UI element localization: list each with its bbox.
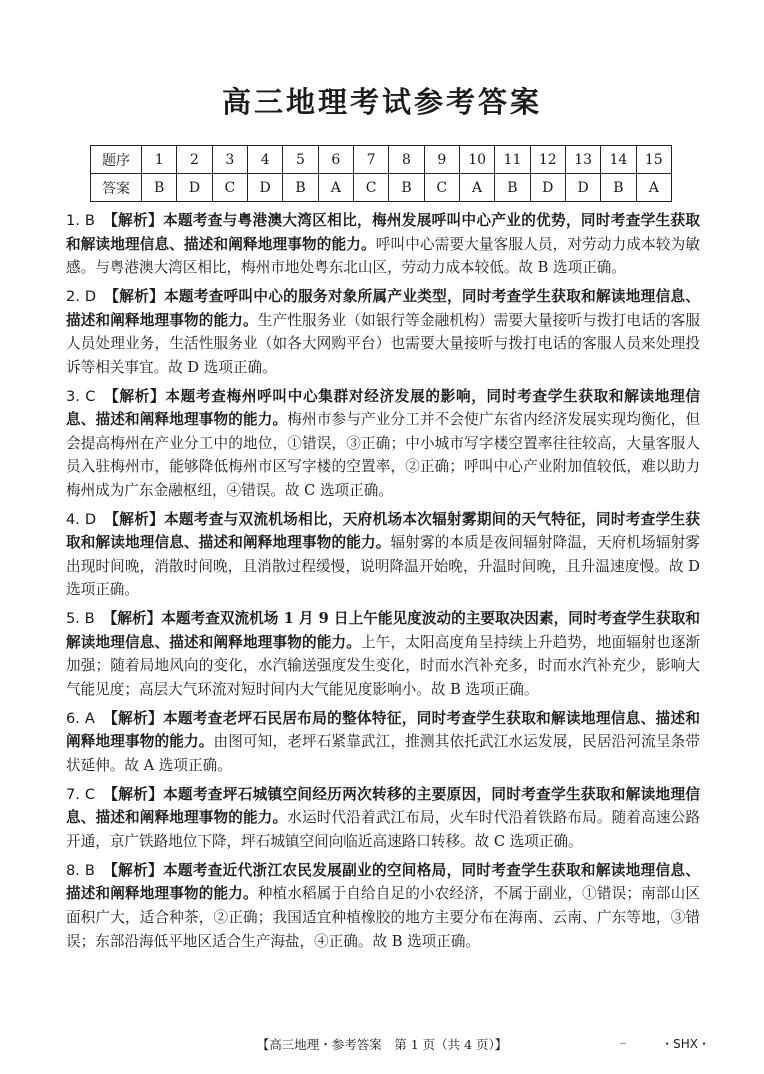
analysis-body: 水运时代沿着武江布局，火车时代沿着铁路布局。随着高速公路开通，京广铁路地位下降，坪石城镇空间向临近高速路口转移。故 C 选项正确。 [66, 809, 700, 850]
question-number-cell: 3 [212, 146, 247, 174]
analysis-lead: 本题考查梅州呼叫中心集群对经济发展的影响，同时考查学生获取和解读地理信息、描述和阐释地理事物的能力。 [66, 387, 700, 429]
page-title: 高三地理考试参考答案 [221, 85, 542, 119]
question-number-cell: 4 [247, 146, 282, 174]
question-answer-label: 6. A [66, 709, 95, 727]
question-number-cell: 7 [353, 146, 388, 174]
analysis-body: 上午，太阳高度角呈持续上升趋势，地面辐射也逐渐加强；随着局地风向的变化，水汽输送强度发生变化，时而水汽补充多，时而水汽补充少，影响大气能见度；高层大气环流对短时间内大气能见度影响小。故 B 选项正确。 [66, 633, 700, 699]
answer-cell: C [353, 174, 388, 202]
explanation-item [66, 783, 700, 854]
answer-explanations [66, 209, 700, 958]
question-answer-label: 5. B [66, 610, 95, 628]
analysis-tag: 【解析】 [102, 212, 163, 229]
explanation-item [66, 607, 700, 701]
explanation-item [66, 508, 700, 602]
question-answer-label: 7. C [66, 785, 96, 803]
answer-cell: B [601, 174, 636, 202]
explanation-item [66, 385, 700, 503]
question-number-cell: 10 [459, 146, 494, 174]
analysis-tag: 【解析】 [103, 785, 164, 803]
question-number-cell: 1 [142, 146, 177, 174]
answer-cell: A [636, 174, 671, 202]
question-number-cell: 9 [424, 146, 459, 174]
question-answer-label: 2. D [66, 287, 97, 305]
question-number-cell: 12 [530, 146, 565, 174]
footer-code: ・SHX・ [661, 1037, 710, 1051]
answer-cell: C [424, 174, 459, 202]
footer-dash: _ [620, 1030, 626, 1044]
analysis-tag: 【解析】 [104, 287, 164, 305]
page-footer: 【高三地理・参考答案 第 1 页（共 4 页）】 [256, 1037, 508, 1052]
analysis-lead: 本题考查老坪石民居布局的整体特征，同时考查学生获取和解读地理信息、描述和阐释地理事物的能力。 [66, 709, 700, 751]
question-number-cell: 13 [565, 146, 600, 174]
analysis-lead: 本题考查与双流机场相比，天府机场本次辐射雾期间的天气特征，同时考查学生获取和解读地理信息、描述和阐释地理事物的能力。 [66, 510, 700, 552]
answer-cell: B [142, 174, 177, 202]
question-number-header: 题序 [91, 146, 142, 174]
explanation-item [66, 285, 700, 379]
analysis-body: 生产性服务业（如银行等金融机构）需要大量接听与拨打电话的客服人员处理业务，生活性服务业（如各大网购平台）也需要大量接听与拨打电话的客服人员来处理投诉等相关事宜。故 D 选项正确。 [66, 311, 700, 376]
answer-header: 答案 [91, 174, 142, 202]
explanation-item [66, 859, 700, 953]
answer-cell: D [565, 174, 600, 202]
analysis-body: 由图可知，老坪石紧靠武江，推测其依托武江水运发展，民居沿河流呈条带状延伸。故 A 选项正确。 [66, 733, 700, 774]
answer-cell: A [318, 174, 353, 202]
answer-cell: C [212, 174, 247, 202]
analysis-lead: 本题考查与粤港澳大湾区相比，梅州发展呼叫中心产业的优势，同时考查学生获取和解读地理信息、描述和阐释地理事物的能力。 [66, 212, 700, 253]
question-number-cell: 15 [636, 146, 671, 174]
analysis-tag: 【解析】 [102, 861, 163, 879]
analysis-body: 呼叫中心需要大量客服人员，对劳动力成本较为敏感。与粤港澳大湾区相比，梅州市地处粤东北山区，劳动力成本较低。故 B 选项正确。 [66, 235, 700, 277]
answer-cell: B [389, 174, 424, 202]
question-number-row [91, 146, 672, 174]
answer-cell: A [459, 174, 494, 202]
answer-row [91, 174, 672, 202]
question-number-cell: 5 [283, 146, 318, 174]
question-number-cell: 14 [601, 146, 636, 174]
analysis-tag: 【解析】 [104, 510, 164, 528]
question-number-cell: 8 [389, 146, 424, 174]
analysis-body: 种植水稻属于自给自足的小农经济，不属于副业，①错误；南部山区面积广大，适合种茶，②正确；我国适宜种植橡胶的地方主要分布在海南、云南、广东等地，③错误；东部沿海低平地区适合生产海盐，④正确。故 B 选项正确。 [66, 885, 700, 950]
analysis-lead: 本题考查坪石城镇空间经历两次转移的主要原因，同时考查学生获取和解读地理信息、描述和阐释地理事物的能力。 [66, 785, 700, 827]
question-number-cell: 6 [318, 146, 353, 174]
explanation-item [66, 209, 700, 280]
answer-table [90, 145, 672, 202]
analysis-lead: 本题考查呼叫中心的服务对象所属产业类型，同时考查学生获取和解读地理信息、描述和阐释地理事物的能力。 [66, 287, 700, 329]
answer-cell: D [247, 174, 282, 202]
analysis-tag: 【解析】 [102, 709, 163, 727]
analysis-lead: 本题考查近代浙江农民发展副业的空间格局，同时考查学生获取和解读地理信息、描述和阐释地理事物的能力。 [66, 861, 700, 903]
analysis-body: 辐射雾的本质是夜间辐射降温，天府机场辐射雾出现时间晚，消散时间晚，且消散过程缓慢，说明降温开始晚，升温时间晚，且升温速度慢。故 D 选项正确。 [66, 534, 700, 599]
question-answer-label: 3. C [66, 387, 96, 405]
explanation-item [66, 707, 700, 778]
answer-cell: B [283, 174, 318, 202]
question-answer-label: 4. D [66, 510, 97, 528]
answer-cell: D [177, 174, 212, 202]
analysis-body: 梅州市参与产业分工并不会使广东省内经济发展实现均衡化，但会提高梅州在产业分工中的地位，①错误，③正确；中小城市写字楼空置率往往较高，大量客服人员入驻梅州市，能够降低梅州市区写字楼的空置率，②正确；呼叫中心产业附加值较低，难以助力梅州成为广东金融枢纽，④错误。故 C 选项正确。 [66, 411, 700, 499]
analysis-tag: 【解析】 [102, 610, 162, 628]
question-answer-label: 8. B [66, 861, 95, 879]
question-number-cell: 2 [177, 146, 212, 174]
answer-cell: D [530, 174, 565, 202]
analysis-tag: 【解析】 [103, 387, 166, 405]
question-number-cell: 11 [495, 146, 530, 174]
question-answer-label: 1. B [66, 212, 95, 229]
answer-cell: B [495, 174, 530, 202]
analysis-lead: 本题考查双流机场 1 月 9 日上午能见度波动的主要取决因素，同时考查学生获取和解读地理信息、描述和阐释地理事物的能力。 [66, 610, 700, 651]
